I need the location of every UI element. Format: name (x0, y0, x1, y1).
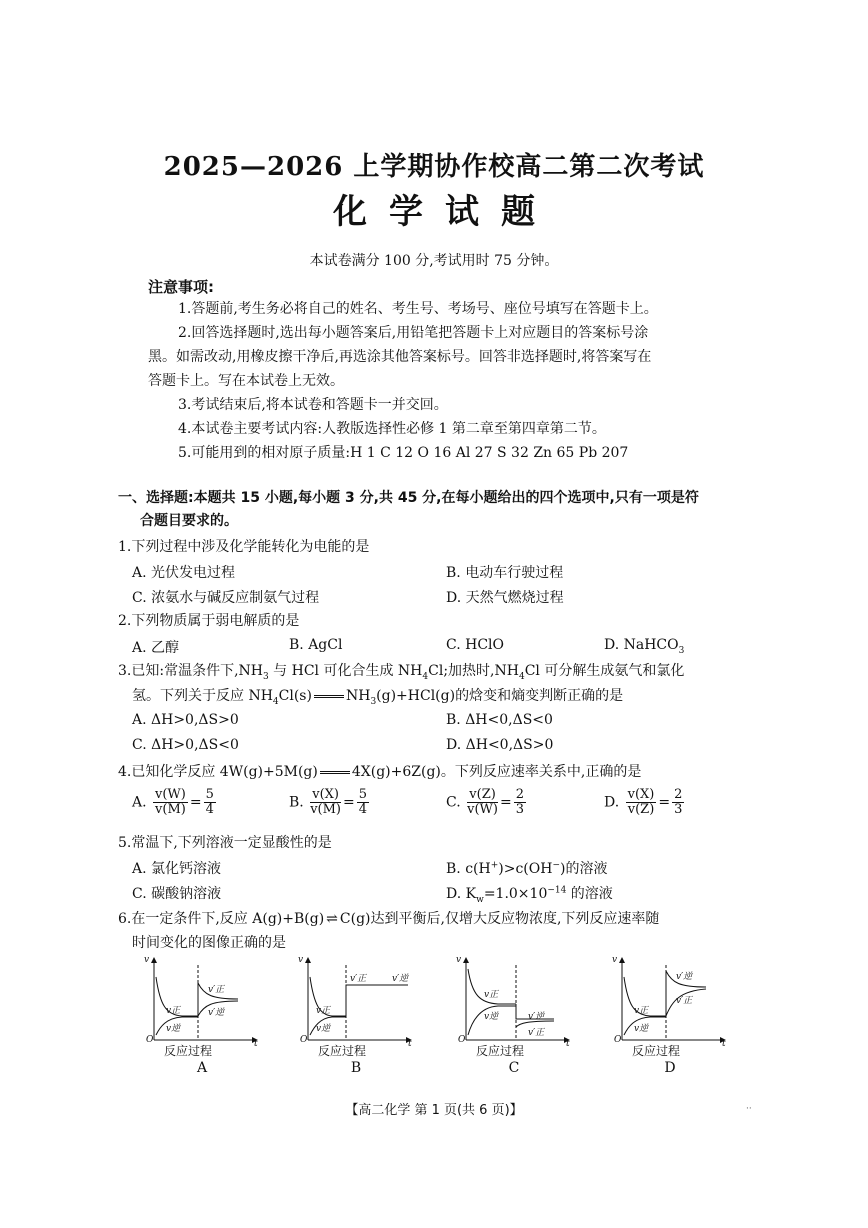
q2-option-b: B. AgCl (289, 637, 343, 653)
q4-option-b: B. $\frac{v(X)}{v(M)}$ = $\frac{5}{4}$ (289, 787, 368, 817)
q5-option-c: C. 碳酸钠溶液 (132, 886, 222, 902)
q1-option-a: A. 光伏发电过程 (132, 565, 236, 581)
subject-title: 化学试题 (333, 192, 557, 232)
notice-item: 3.考试结束后,将本试卷和答题卡一并交回。 (178, 397, 448, 413)
origin-label: O (614, 1035, 622, 1045)
q1-option-c: C. 浓氨水与碱反应制氨气过程 (132, 590, 320, 606)
v-forward-2-label: v′正 (676, 996, 693, 1006)
axis-t-label: t (566, 1039, 570, 1049)
axis-t-label: t (408, 1039, 412, 1049)
q4-option-c: C. $\frac{v(Z)}{v(W)}$ = $\frac{2}{3}$ (446, 787, 524, 817)
notice-item: 4.本试卷主要考试内容:人教版选择性必修 1 第二章至第四章第二节。 (178, 421, 606, 437)
graph-d-plot (610, 955, 730, 1055)
q1-option-d: D. 天然气燃烧过程 (446, 590, 564, 606)
q2-option-c: C. HClO (446, 637, 504, 653)
q5-option-d: D. $K_w=1.0\times 10^{-14}$ 的溶液 (446, 885, 613, 905)
v-reverse-label: v逆 (484, 1012, 499, 1022)
x-axis-label: 反应过程 (632, 1044, 681, 1058)
exam-title: 2025—2026 上学期协作校高二第二次考试 (163, 152, 705, 182)
notice-item: 1.答题前,考生务必将自己的姓名、考生号、考场号、座位号填写在答题卡上。 (178, 301, 658, 317)
q6-stem-line1: 6.在一定条件下,反应 A(g)+B(g) ⇌ C(g)达到平衡后,仅增大反应物浓度,下列反应速率随 (118, 908, 758, 931)
v-reverse-2-label: v′逆 (528, 1012, 545, 1022)
v-reverse-2-label: v′逆 (676, 972, 693, 982)
x-axis-label: 反应过程 (318, 1044, 367, 1058)
axis-v-label: v (298, 955, 304, 965)
v-forward-2-label: v′正 (208, 985, 225, 995)
notice-item: 5.可能用到的相对原子质量:H 1 C 12 O 16 Al 27 S 32 Zn 65 Pb 207 (178, 445, 629, 461)
origin-label: O (300, 1035, 308, 1045)
v-reverse-label: v逆 (316, 1024, 331, 1034)
q3-stem-line1: 3.已知:常温条件下$,NH_3$ 与 HCl 可化合生成 $NH_4Cl$;加热时$,NH_4Cl$ 可分解生成氨气和氯化 (118, 663, 685, 682)
axis-v-label: v (612, 955, 618, 965)
notice-item: 答题卡上。写在本试卷上无效。 (148, 373, 344, 389)
equals-arrow-icon (320, 771, 350, 774)
v-reverse-2-label: v′逆 (208, 1008, 225, 1018)
graph-a-plot (142, 955, 262, 1055)
q5-stem: 5.常温下,下列溶液一定显酸性的是 (118, 835, 332, 851)
x-axis-label: 反应过程 (164, 1044, 213, 1058)
axis-v-label: v (144, 955, 150, 965)
v-reverse-label: v逆 (166, 1024, 181, 1034)
q2-option-a: A. 乙醇 (132, 640, 180, 656)
x-axis-label: 反应过程 (476, 1044, 525, 1058)
v-forward-2-label: v′正 (350, 974, 367, 984)
equilibrium-arrow-icon: ⇌ (326, 911, 338, 927)
section-heading-line2: 合题目要求的。 (140, 513, 238, 529)
origin-label: O (458, 1035, 466, 1045)
graph-c-plot (454, 955, 574, 1055)
q5-option-b: B. c(H+)>c(OH−)的溶液 (446, 860, 608, 877)
axis-v-label: v (456, 955, 462, 965)
q3-option-b: B. ΔH<0,ΔS<0 (446, 712, 553, 728)
v-reverse-label: v逆 (634, 1024, 649, 1034)
notice-title: 注意事项: (148, 278, 214, 296)
q3-stem-line2: 氢。下列关于反应 $NH_4Cl(s)$ $NH_3(g)+HCl(g)$的焓变和熵变判断正确的是 (132, 688, 624, 707)
v-reverse-2-label: v′逆 (392, 974, 409, 984)
exam-note: 本试卷满分 100 分,考试用时 75 分钟。 (309, 253, 559, 269)
notice-item: 2.回答选择题时,选出每小题答案后,用铅笔把答题卡上对应题目的答案标号涂 (178, 325, 649, 341)
v-forward-label: v正 (166, 1006, 181, 1016)
q5-option-a: A. 氯化钙溶液 (132, 861, 222, 877)
graph-letter: A (196, 1060, 208, 1076)
page-footer: 【高二化学 第 1 页(共 6 页)】 (345, 1103, 523, 1118)
v-forward-label: v正 (484, 990, 499, 1000)
axis-t-label: t (254, 1039, 258, 1049)
q2-stem: 2.下列物质属于弱电解质的是 (118, 613, 300, 629)
q4-stem: 4.已知化学反应 4W(g)+5M(g) 4X(g)+6Z(g)。下列反应速率关系中,正确的是 (118, 764, 642, 780)
q3-option-d: D. ΔH<0,ΔS>0 (446, 737, 554, 753)
q1-stem: 1.下列过程中涉及化学能转化为电能的是 (118, 539, 370, 555)
graph-b-plot (296, 955, 416, 1055)
q3-option-c: C. ΔH>0,ΔS<0 (132, 737, 239, 753)
axis-t-label: t (722, 1039, 726, 1049)
q1-option-b: B. 电动车行驶过程 (446, 565, 564, 581)
q4-option-a: A. $\frac{v(W)}{v(M)}$ = $\frac{5}{4}$ (132, 787, 214, 817)
q6-graph-c (454, 955, 574, 1076)
q3-option-a: A. ΔH>0,ΔS>0 (132, 712, 239, 728)
q4-option-d: D. $\frac{v(X)}{v(Z)}$ = $\frac{2}{3}$ (604, 787, 683, 817)
notice-item: 黑。如需改动,用橡皮擦干净后,再选涂其他答案标号。回答非选择题时,将答案写在 (148, 349, 652, 365)
section-heading (118, 487, 758, 533)
origin-label: O (146, 1035, 154, 1045)
graph-letter: C (508, 1060, 520, 1076)
v-forward-2-label: v′正 (528, 1028, 545, 1038)
q6-stem-line2: 时间变化的图像正确的是 (132, 935, 286, 951)
section-heading-line1: 一、选择题:本题共 15 小题,每小题 3 分,共 45 分,在每小题给出的四个选项中,只有一项是符 (118, 490, 699, 506)
q6-graph-d (610, 955, 730, 1076)
v-forward-label: v正 (316, 1006, 331, 1016)
graph-letter: D (664, 1060, 676, 1076)
q6-graph-a (142, 955, 262, 1076)
v-forward-label: v正 (634, 1006, 649, 1016)
footer-mark: ·· (746, 1104, 752, 1114)
q2-option-d: D. NaHCO$_3$ (604, 637, 685, 656)
graph-letter: B (350, 1060, 362, 1076)
q6-graph-b (296, 955, 416, 1076)
equals-arrow-icon (314, 695, 344, 698)
